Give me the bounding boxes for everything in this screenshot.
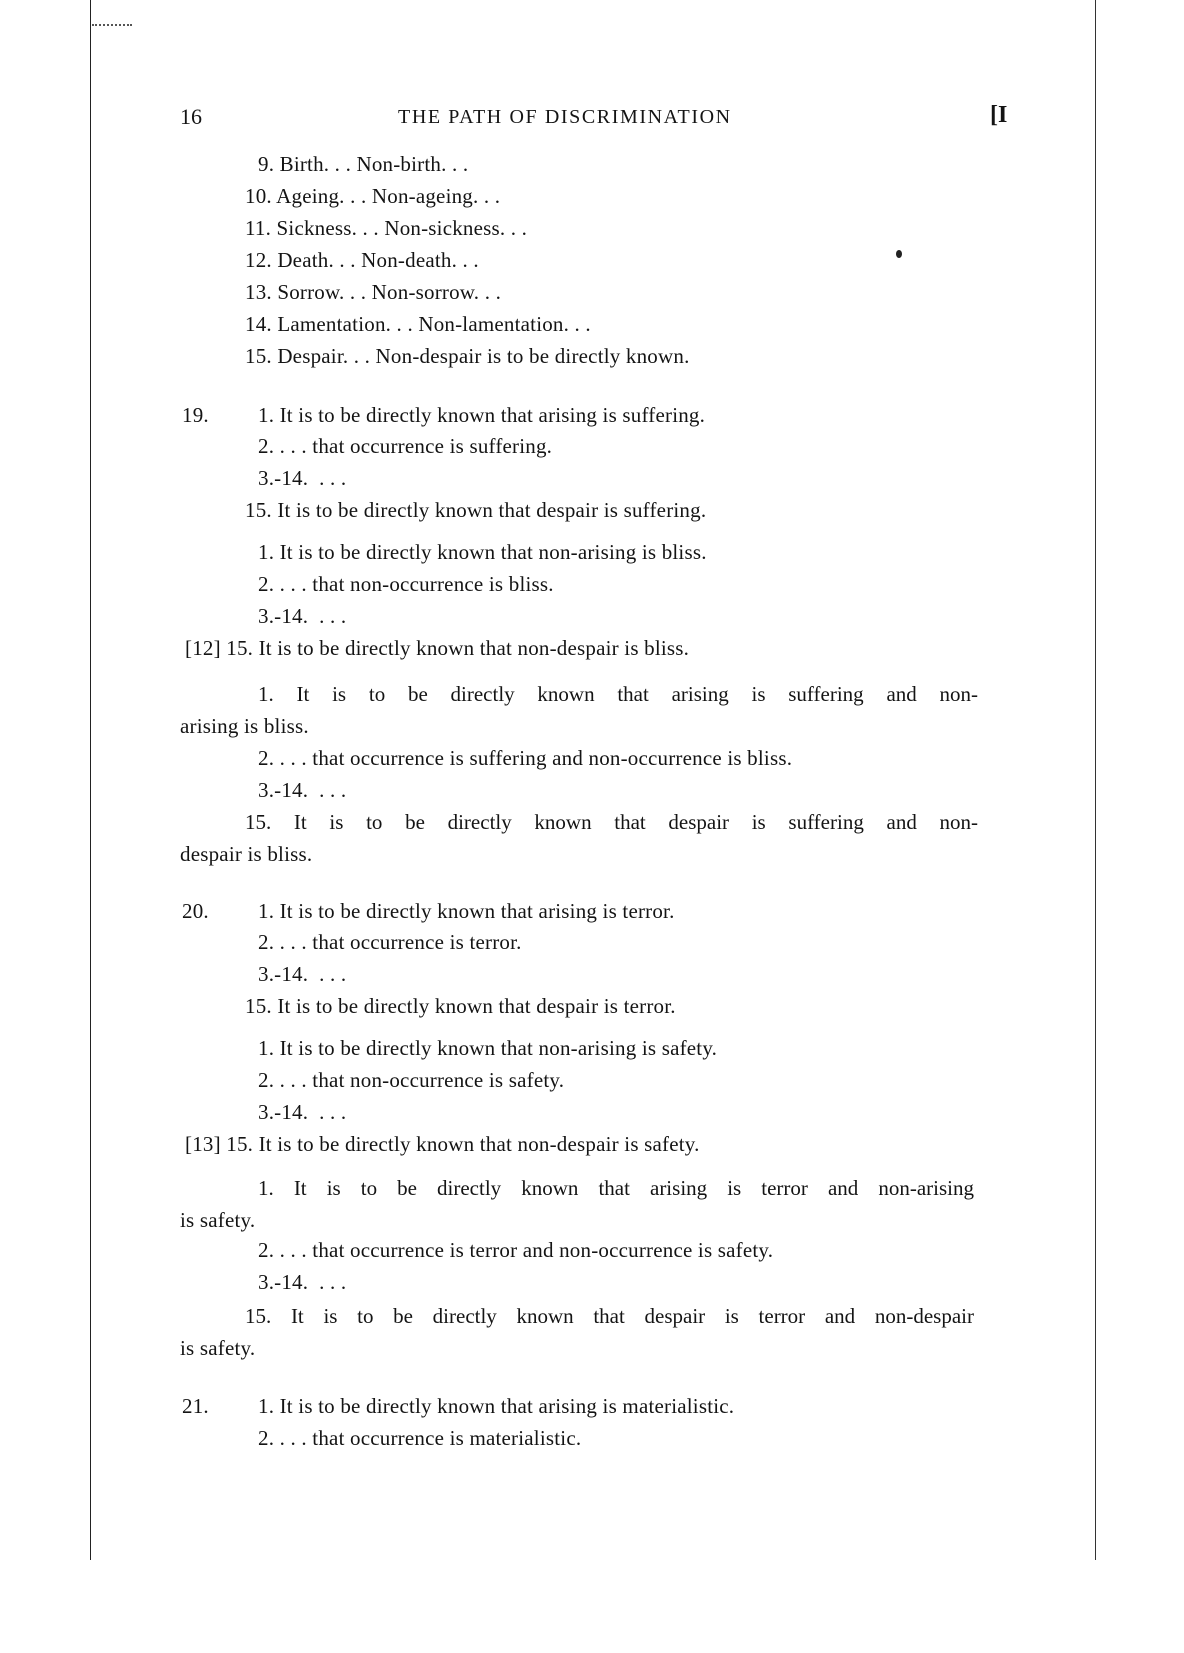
running-head (180, 104, 1010, 134)
item-text: . . . that occurrence is materialistic. (279, 1426, 582, 1450)
item-number: 3.-14. (258, 604, 309, 628)
item-number: 12. (245, 248, 272, 272)
item-number: 1. (258, 899, 275, 923)
running-title: THE PATH OF DISCRIMINATION (398, 106, 732, 128)
item-number: 9. (258, 152, 275, 176)
item-text: It is to be directly known that arising is terror and non-arising (293, 1176, 974, 1200)
item-text: It is to be directly known that arising is terror. (279, 899, 675, 923)
list-item (258, 434, 552, 459)
item-text: . . . that non-occurrence is bliss. (279, 572, 554, 596)
item-text: . . . that non-occurrence is safety. (279, 1068, 565, 1092)
list-item (258, 746, 792, 771)
item-text: Death. . . Non-death. . . (277, 248, 479, 272)
list-item (258, 778, 346, 803)
list-item (258, 1394, 734, 1419)
item-number: 3.-14. (258, 1270, 309, 1294)
item-number: 15. (245, 344, 272, 368)
item-number: 2. (258, 1068, 275, 1092)
item-number: 2. (258, 746, 275, 770)
list-item (258, 1270, 346, 1295)
scan-edge-left (90, 0, 91, 1560)
list-item (258, 1426, 581, 1451)
page-number: 16 (180, 104, 202, 129)
item-text: . . . that occurrence is suffering. (279, 434, 553, 458)
item-text: . . . that occurrence is suffering and non-occurrence is bliss. (279, 746, 793, 770)
list-item (245, 344, 690, 369)
item-text: It is to be directly known that non-despair is bliss. (258, 636, 690, 660)
list-item (258, 1100, 346, 1125)
list-item (245, 280, 501, 305)
item-number: 3.-14. (258, 962, 309, 986)
list-item (245, 994, 676, 1019)
item-number: 1. (258, 1394, 275, 1418)
paragraph-continuation: is safety. (180, 1208, 256, 1232)
item-number: 1. (258, 540, 275, 564)
scan-edge-right (1095, 0, 1096, 1560)
list-item (258, 572, 554, 597)
paragraph-line (180, 1304, 974, 1329)
paragraph-line (180, 810, 978, 835)
item-number: 14. (245, 312, 272, 336)
item-number: 11. (245, 216, 272, 240)
item-number: 15. (245, 810, 272, 834)
item-text: Sorrow. . . Non-sorrow. . . (277, 280, 502, 304)
paragraph-line (180, 682, 978, 707)
list-item (245, 248, 479, 273)
list-item (258, 152, 468, 177)
item-number: 1. (258, 403, 275, 427)
list-item (258, 403, 705, 428)
item-number: 3.-14. (258, 778, 309, 802)
item-text: It is to be directly known that despair is suffering. (277, 498, 707, 522)
item-text: Sickness. . . Non-sickness. . . (276, 216, 528, 240)
item-text: It is to be directly known that non-arising is bliss. (279, 540, 707, 564)
item-number: 2. (258, 1238, 275, 1262)
item-number: 2. (258, 1426, 275, 1450)
list-item (245, 312, 591, 337)
list-item (258, 1068, 564, 1093)
item-number: 15. (245, 994, 272, 1018)
item-number: 1. (258, 1176, 274, 1200)
item-number: 15. (245, 498, 272, 522)
section-number: 19. (182, 403, 209, 427)
item-text: . . . (319, 1100, 347, 1124)
list-item (258, 930, 522, 955)
item-number: 10. (245, 184, 272, 208)
list-item (258, 962, 346, 987)
item-text: It is to be directly known that non-arising is safety. (279, 1036, 718, 1060)
item-number: 2. (258, 434, 275, 458)
item-number: 1. (258, 1036, 275, 1060)
item-text: It is to be directly known that arising is materialistic. (279, 1394, 735, 1418)
item-text: . . . (319, 1270, 347, 1294)
item-number: 15. (226, 636, 254, 660)
list-item (258, 540, 707, 565)
item-number: 2. (258, 572, 275, 596)
list-item (245, 216, 527, 241)
item-number: 13. (245, 280, 272, 304)
section-number: 21. (182, 1394, 209, 1418)
item-text: It is to be directly known that non-despair is safety. (258, 1132, 700, 1156)
item-text: . . . (319, 962, 347, 986)
item-text: Ageing. . . Non-ageing. . . (276, 184, 501, 208)
item-text: . . . (319, 604, 347, 628)
paragraph-continuation: is safety. (180, 1336, 256, 1360)
item-number: 3.-14. (258, 1100, 309, 1124)
chapter-mark: [I (990, 102, 1008, 128)
list-item (258, 899, 675, 924)
item-number: 1. (258, 682, 274, 706)
item-text: . . . (319, 466, 347, 490)
section-number: 20. (182, 899, 209, 923)
item-number: 3.-14. (258, 466, 309, 490)
item-number: 15. (245, 1304, 272, 1328)
item-text: . . . that occurrence is terror and non-occurrence is safety. (279, 1238, 774, 1262)
list-item (245, 184, 500, 209)
list-item (185, 636, 689, 661)
item-text: . . . that occurrence is terror. (279, 930, 522, 954)
item-text: It is to be directly known that arising is suffering. (279, 403, 706, 427)
item-text: It is to be directly known that despair is suffering and non- (293, 810, 978, 834)
item-number: 2. (258, 930, 275, 954)
item-text: . . . (319, 778, 347, 802)
list-item (258, 1036, 717, 1061)
item-text: Birth. . . Non-birth. . . (279, 152, 469, 176)
list-item (185, 1132, 700, 1157)
paragraph-line (180, 1176, 974, 1201)
scan-smudge (92, 24, 132, 28)
page-reference: [12] (185, 636, 221, 660)
paragraph-continuation: arising is bliss. (180, 714, 309, 738)
item-text: It is to be directly known that arising is suffering and non- (296, 682, 979, 706)
paragraph-continuation: despair is bliss. (180, 842, 313, 866)
list-item (258, 1238, 773, 1263)
list-item (245, 498, 706, 523)
list-item (258, 466, 346, 491)
list-item (258, 604, 346, 629)
item-text: Lamentation. . . Non-lamentation. . . (277, 312, 591, 336)
item-text: Despair. . . Non-despair is to be directly known. (277, 344, 690, 368)
item-text: It is to be directly known that despair is terror. (277, 994, 676, 1018)
item-text: It is to be directly known that despair is terror and non-despair (290, 1304, 974, 1328)
item-number: 15. (226, 1132, 254, 1156)
page-reference: [13] (185, 1132, 221, 1156)
ink-speck (896, 250, 902, 258)
